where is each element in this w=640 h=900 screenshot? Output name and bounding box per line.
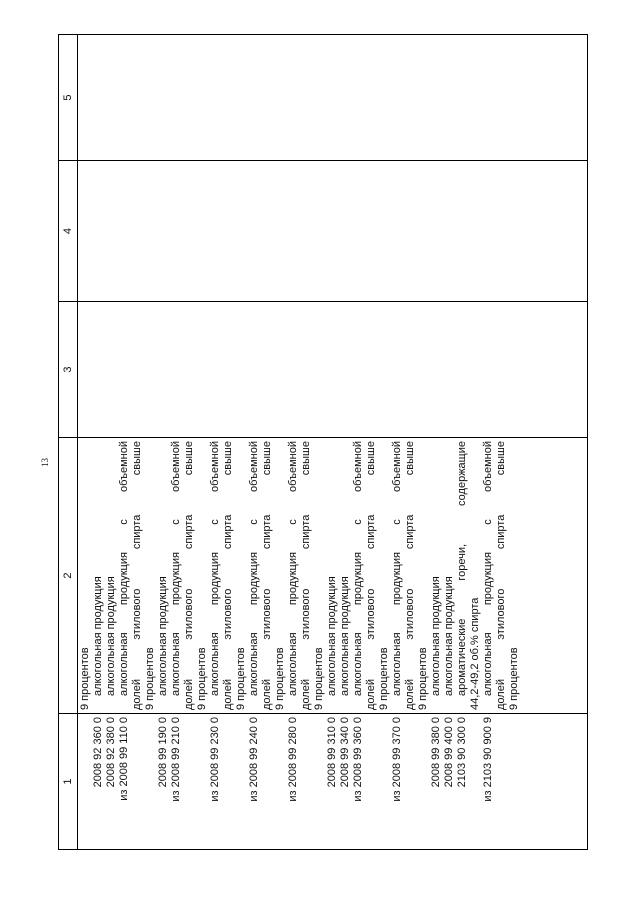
description-line: долей этилового спирта свыше	[365, 441, 377, 710]
code-line	[144, 717, 157, 846]
description-line: алкогольная продукция с объемной	[118, 441, 130, 696]
code-line	[495, 717, 508, 846]
description-line: долей этилового спирта свыше	[183, 441, 195, 710]
description-line: долей этилового спирта свыше	[300, 441, 312, 710]
code-line: 2008 92 380 0	[105, 717, 117, 788]
code-line	[417, 717, 430, 846]
description-line: 9 процентов	[196, 647, 208, 710]
code-line: из 2008 99 240 0	[248, 717, 260, 802]
header-col-2: 2	[59, 438, 78, 714]
description-line: долей этилового спирта свыше	[261, 441, 273, 710]
description-line: долей этилового спирта свыше	[495, 441, 507, 710]
description-line: долей этилового спирта свыше	[222, 441, 234, 710]
page-number-text: 13	[40, 458, 50, 467]
code-column	[78, 714, 588, 850]
code-line: 2008 99 190 0	[157, 717, 169, 788]
page-number	[40, 458, 50, 467]
code-line	[196, 717, 209, 846]
description-line: долей этилового спирта свыше	[131, 441, 143, 710]
code-line: 2008 99 400 0	[443, 717, 455, 788]
code-line	[404, 717, 417, 846]
code-line: из 2008 99 370 0	[391, 717, 403, 802]
code-line	[261, 717, 274, 846]
code-line	[222, 717, 235, 846]
code-line: из 2008 99 210 0	[170, 717, 182, 802]
code-line: из 2008 99 230 0	[209, 717, 221, 802]
code-line	[300, 717, 313, 846]
code-line: из 2008 99 280 0	[287, 717, 299, 802]
code-line: 2008 99 340 0	[339, 717, 351, 788]
description-line: алкогольная продукция с объемной	[352, 441, 364, 696]
code-line	[183, 717, 196, 846]
code-line: 2008 99 310 0	[326, 717, 338, 788]
description-line: 9 процентов	[79, 647, 91, 710]
column-4-cell	[78, 161, 588, 302]
description-column	[78, 438, 588, 714]
description-line: алкогольная продукция	[157, 576, 169, 696]
header-col-5: 5	[59, 35, 78, 161]
tariff-table	[58, 34, 588, 850]
description-line: ароматические горечи, содержащие	[456, 441, 468, 696]
body-row	[78, 35, 588, 850]
code-line	[274, 717, 287, 846]
description-line: алкогольная продукция с объемной	[482, 441, 494, 696]
code-line	[365, 717, 378, 846]
description-line: 9 процентов	[417, 647, 429, 710]
description-line: 44,2-49,2 об.% спирта	[469, 597, 481, 710]
description-line: алкогольная продукция с объемной	[391, 441, 403, 696]
descriptions-cell	[78, 438, 521, 713]
code-line: 2008 99 380 0	[430, 717, 442, 788]
column-3-cell	[78, 302, 588, 438]
code-line	[508, 717, 521, 846]
header-col-3: 3	[59, 302, 78, 438]
description-line: алкогольная продукция с объемной	[287, 441, 299, 696]
code-line: из 2008 99 110 0	[118, 717, 130, 801]
description-line: долей этилового спирта свыше	[404, 441, 416, 710]
description-line: 9 процентов	[378, 647, 390, 710]
description-line: алкогольная продукция с объемной	[248, 441, 260, 696]
code-line	[313, 717, 326, 846]
description-line: алкогольная продукция	[105, 576, 117, 696]
header-row	[59, 35, 78, 850]
description-line: алкогольная продукция с объемной	[170, 441, 182, 696]
codes-cell	[78, 714, 521, 849]
description-line: 9 процентов	[235, 647, 247, 710]
description-line: 9 процентов	[144, 647, 156, 710]
description-line: алкогольная продукция	[430, 576, 442, 696]
description-line: алкогольная продукция	[339, 576, 351, 696]
code-line	[79, 717, 92, 846]
description-line: алкогольная продукция	[92, 576, 104, 696]
description-line: 9 процентов	[508, 647, 520, 710]
code-line	[378, 717, 391, 846]
description-line: 9 процентов	[313, 647, 325, 710]
header-col-4: 4	[59, 161, 78, 302]
column-5-cell	[78, 35, 588, 161]
code-line	[469, 717, 482, 846]
code-line: из 2103 90 900 9	[482, 717, 494, 802]
code-line: из 2008 99 360 0	[352, 717, 364, 802]
code-line	[131, 717, 144, 846]
description-line: алкогольная продукция	[443, 576, 455, 696]
description-line: алкогольная продукция	[326, 576, 338, 696]
code-line: 2103 90 300 0	[456, 717, 468, 788]
header-col-1: 1	[59, 714, 78, 850]
rotated-table-wrapper	[58, 40, 588, 850]
description-line: алкогольная продукция с объемной	[209, 441, 221, 696]
code-line: 2008 92 360 0	[92, 717, 104, 788]
code-line	[235, 717, 248, 846]
description-line: 9 процентов	[274, 647, 286, 710]
